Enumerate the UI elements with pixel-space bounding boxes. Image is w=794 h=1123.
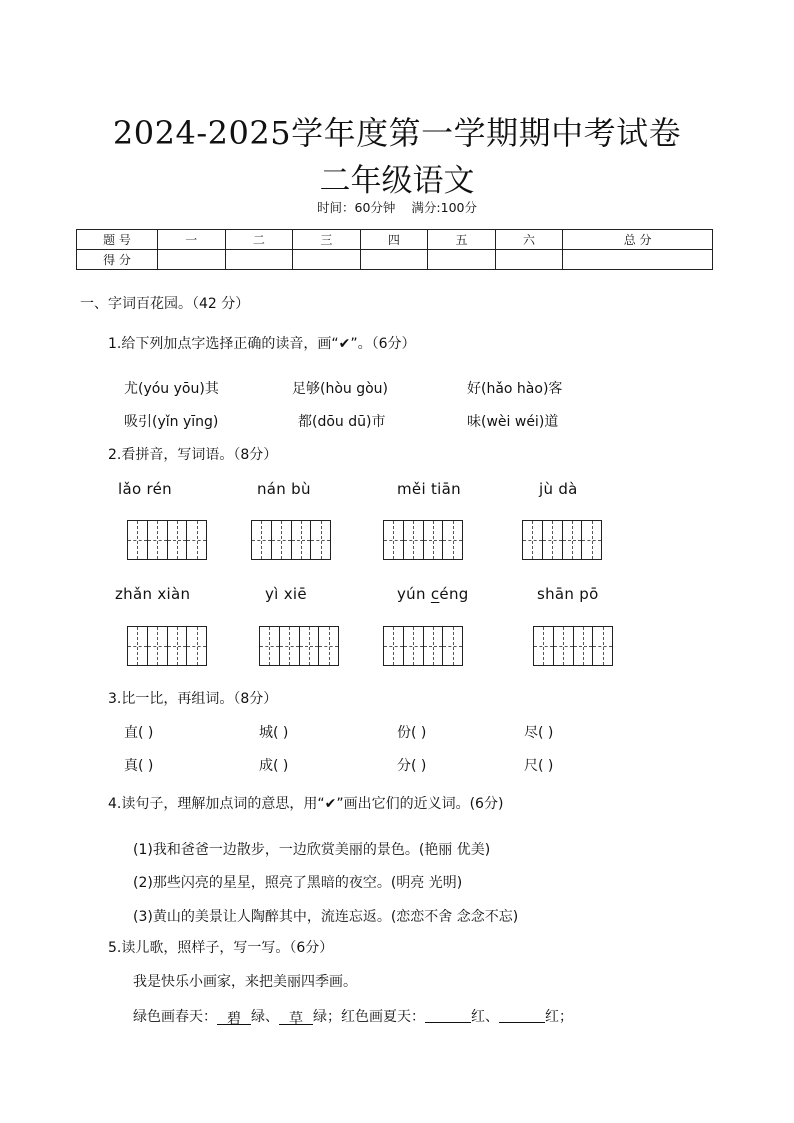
pinyin-label: zhǎn xiàn xyxy=(115,585,191,603)
score-cell: 题 号 xyxy=(77,230,158,250)
q3-item: 分( ) xyxy=(397,758,427,774)
q1-label: 1.给下列加点字选择正确的读音，画“✔”。（6分） xyxy=(108,336,416,352)
q5-label: 5.读儿歌，照样子，写一写。（6分） xyxy=(108,940,334,956)
q5-rhyme-line: 我是快乐小画家，来把美丽四季画。 xyxy=(133,974,357,990)
q1-item: 吸引(yǐn yīng) xyxy=(124,414,219,430)
exam-full-score: 满分:100分 xyxy=(411,200,477,215)
score-table-header-row xyxy=(77,230,713,250)
q5-blank[interactable] xyxy=(499,1008,545,1023)
pinyin-label: nán bù xyxy=(257,480,311,498)
q3-item: 成( ) xyxy=(259,758,289,774)
exam-info xyxy=(0,198,794,216)
score-cell: 六 xyxy=(495,230,563,250)
pinyin-label: yì xiē xyxy=(265,585,307,603)
q5-text: 绿、 xyxy=(251,1009,279,1025)
q3-label: 3.比一比，再组词。（8分） xyxy=(108,691,278,707)
q2-label: 2.看拼音，写词语。（8分） xyxy=(108,447,278,463)
q3-item: 尺( ) xyxy=(524,758,554,774)
score-cell: 总 分 xyxy=(563,230,713,250)
score-cell: 五 xyxy=(428,230,496,250)
pinyin-label xyxy=(397,585,469,603)
q5-fill-line xyxy=(133,1006,573,1026)
exam-title: 2024-2025学年度第一学期期中考试卷 xyxy=(112,114,682,152)
q5-text: 绿；红色画夏天： xyxy=(313,1009,425,1025)
score-input-cell[interactable] xyxy=(158,250,226,270)
score-cell: 一 xyxy=(158,230,226,250)
q5-text: 绿色画春天： xyxy=(133,1009,217,1025)
q5-blank[interactable] xyxy=(425,1008,471,1023)
score-cell: 得 分 xyxy=(77,250,158,270)
score-input-cell[interactable] xyxy=(360,250,428,270)
writing-grid[interactable] xyxy=(251,520,331,560)
score-cell: 三 xyxy=(293,230,361,250)
exam-time: 时间：60分钟 xyxy=(317,200,396,215)
q3-item: 份( ) xyxy=(397,725,427,741)
q3-item: 直( ) xyxy=(124,725,154,741)
pinyin-part: éng xyxy=(439,585,469,603)
q1-item: 好(hǎo hào)客 xyxy=(467,381,563,397)
q1-item: 足够(hòu gòu) xyxy=(292,381,389,397)
q5-text: 红； xyxy=(545,1009,573,1025)
score-input-cell[interactable] xyxy=(225,250,293,270)
pinyin-underlined: c xyxy=(430,585,440,603)
pinyin-part: yún xyxy=(397,585,431,603)
exam-subject: 二年级语文 xyxy=(319,163,475,199)
writing-grid[interactable] xyxy=(383,626,463,666)
pinyin-label: jù dà xyxy=(539,480,578,498)
score-cell: 二 xyxy=(225,230,293,250)
section1-heading: 一、字词百花园。（42 分） xyxy=(80,296,250,312)
q1-item: 味(wèi wéi)道 xyxy=(467,414,559,430)
q4-sentence: (1)我和爸爸一边散步，一边欣赏美丽的景色。(艳丽 优美) xyxy=(133,842,491,858)
score-table-score-row xyxy=(77,250,713,270)
q1-item: 尤(yóu yōu)其 xyxy=(124,381,219,397)
q3-item: 城( ) xyxy=(259,725,289,741)
q5-text: 红、 xyxy=(471,1009,499,1025)
writing-grid[interactable] xyxy=(383,520,463,560)
writing-grid[interactable] xyxy=(127,626,207,666)
writing-grid[interactable] xyxy=(259,626,339,666)
pinyin-label: lǎo rén xyxy=(118,480,172,498)
pinyin-label: měi tiān xyxy=(397,480,461,498)
q5-example-word: 草 xyxy=(279,1008,313,1025)
q3-item: 真( ) xyxy=(124,758,154,774)
q3-item: 尽( ) xyxy=(524,725,554,741)
score-cell: 四 xyxy=(360,230,428,250)
writing-grid[interactable] xyxy=(127,520,207,560)
writing-grid[interactable] xyxy=(522,520,602,560)
score-input-cell[interactable] xyxy=(293,250,361,270)
score-input-cell[interactable] xyxy=(495,250,563,270)
q4-label: 4.读句子，理解加点词的意思，用“✔”画出它们的近义词。(6分) xyxy=(108,796,504,812)
q4-sentence: (3)黄山的美景让人陶醉其中，流连忘返。(恋恋不舍 念念不忘) xyxy=(133,909,519,925)
q4-sentence: (2)那些闪亮的星星，照亮了黑暗的夜空。(明亮 光明) xyxy=(133,875,463,891)
score-table xyxy=(76,229,713,270)
q5-example-word: 碧 xyxy=(217,1008,251,1025)
score-input-cell[interactable] xyxy=(428,250,496,270)
q1-item: 都(dōu dū)市 xyxy=(298,414,386,430)
score-input-cell[interactable] xyxy=(563,250,713,270)
pinyin-label: shān pō xyxy=(537,585,599,603)
writing-grid[interactable] xyxy=(533,626,613,666)
